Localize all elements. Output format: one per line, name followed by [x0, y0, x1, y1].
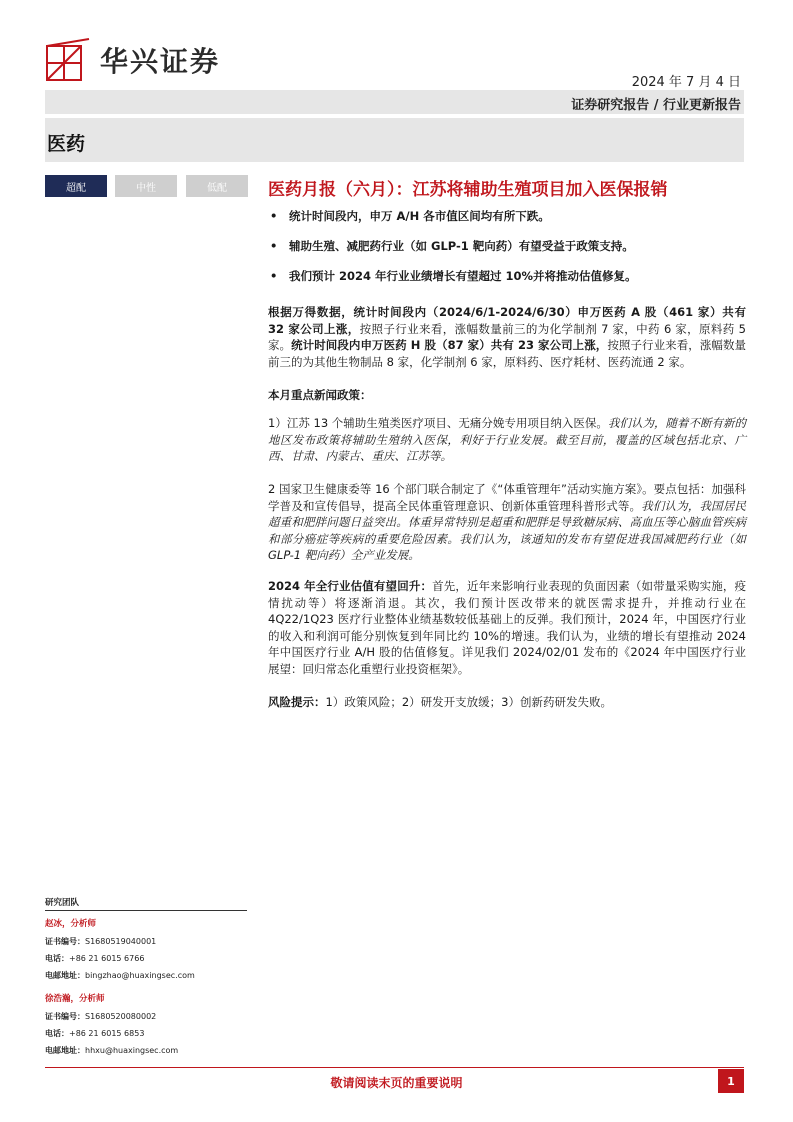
analyst-phone: 电话：+86 21 6015 6766: [45, 954, 145, 963]
rating-neutral: 中性: [115, 175, 177, 197]
outlook-paragraph: 2024 年全行业估值有望回升：首先，近年来影响行业表现的负面因素（如带量采购实施，疫情扰动等）将逐渐消退。其次，我们预计医改带来的就医需求提升，并推动行业在 4Q22/1Q23 医疗行业整体业绩基数较低基础上的反弹。我们预计，2024 年，中国医疗行业的收入和利润可能分别恢复到年同比约 10%的增速。我们认为，业绩的增长有望推动 2024 年中国医疗行业 A/H 股的估值修复。详见我们 2024/02/01 发布的《2024 年中国医疗行业展望：回归常态化重塑行业投资框架》。: [268, 579, 747, 676]
rating-underweight: 低配: [186, 175, 248, 197]
sector-title: 医药: [47, 133, 86, 155]
key-point: • 统计时间段内，申万 A/H 各市值区间均有所下跌。: [268, 208, 746, 224]
research-team: [45, 896, 247, 1059]
analyst-cert: 证书编号：S1680519040001: [45, 937, 157, 946]
rating-overweight: 超配: [45, 175, 107, 197]
analyst-phone: 电话：+86 21 6015 6853: [45, 1029, 145, 1038]
news-item-2: 2 国家卫生健康委等 16 个部门联合制定了《“体重管理年”活动实施方案》。要点包括：加强科学普及和宣传倡导，提高全民体重管理意识、创新体重管理科普形式等。我们认为，我国居民超重和肥胖问题日益突出。体重异常特别是超重和肥胖是导致糖尿病、高血压等心脑血管疾病和部分癌症等疾病的重要危险因素。我们认为，该通知的发布有望促进我国减肥药行业（如 GLP-1 靶向药）全产业发展。: [268, 482, 747, 563]
key-point: • 我们预计 2024 年行业业绩增长有望超过 10%并将推动估值修复。: [268, 268, 746, 284]
key-points: [268, 208, 746, 298]
team-heading: 研究团队: [45, 896, 247, 911]
report-type: 证券研究报告 / 行业更新报告: [571, 98, 741, 113]
company-logo: [46, 38, 90, 82]
analyst-email: 电邮地址：hhxu@huaxingsec.com: [45, 1046, 179, 1055]
news-item-1: 1）江苏 13 个辅助生殖类医疗项目、无痛分娩专用项目纳入医保。我们认为，随着不断有新的地区发布政策将辅助生殖纳入医保，利好于行业发展。截至目前，覆盖的区域包括北京、广西、甘肃、内蒙古、重庆、江苏等。: [268, 416, 746, 464]
analyst-name: 赵冰，分析师: [45, 919, 97, 929]
sector-bar: [45, 118, 744, 162]
footer-divider: [45, 1067, 744, 1068]
key-point: • 辅助生殖、减肥药行业（如 GLP-1 靶向药）有望受益于政策支持。: [268, 238, 746, 254]
page-number: 1: [718, 1069, 744, 1093]
report-title: 医药月报（六月）：江苏将辅助生殖项目加入医保报销: [268, 180, 668, 200]
analyst-name: 徐浩瀚，分析师: [45, 994, 105, 1004]
report-date: 2024 年 7 月 4 日: [631, 75, 741, 90]
market-summary: 根据万得数据，统计时间段内（2024/6/1-2024/6/30）申万医药 A 股（461 家）共有 32 家公司上涨，按照子行业来看，涨幅数量前三的为化学制剂 7 家，中药 6 家，原料药 5 家。统计时间段内申万医药 H 股（87 家）共有 23 家公司上涨，按照子行业来看，涨幅数量前三的为其他生物制品 8 家，化学制剂 6 家，原料药、医疗耗材、医药流通 2 家。: [268, 305, 747, 369]
news-heading: 本月重点新闻政策：: [268, 388, 372, 402]
analyst-cert: 证书编号：S1680520080002: [45, 1012, 157, 1021]
risk-warning: 风险提示：1）政策风险；2）研发开支放缓；3）创新药研发失败。: [268, 695, 612, 709]
analyst-email: 电邮地址：bingzhao@huaxingsec.com: [45, 971, 195, 980]
disclaimer-notice: 敬请阅读末页的重要说明: [330, 1076, 463, 1090]
brand-name: 华兴证券: [100, 45, 221, 78]
